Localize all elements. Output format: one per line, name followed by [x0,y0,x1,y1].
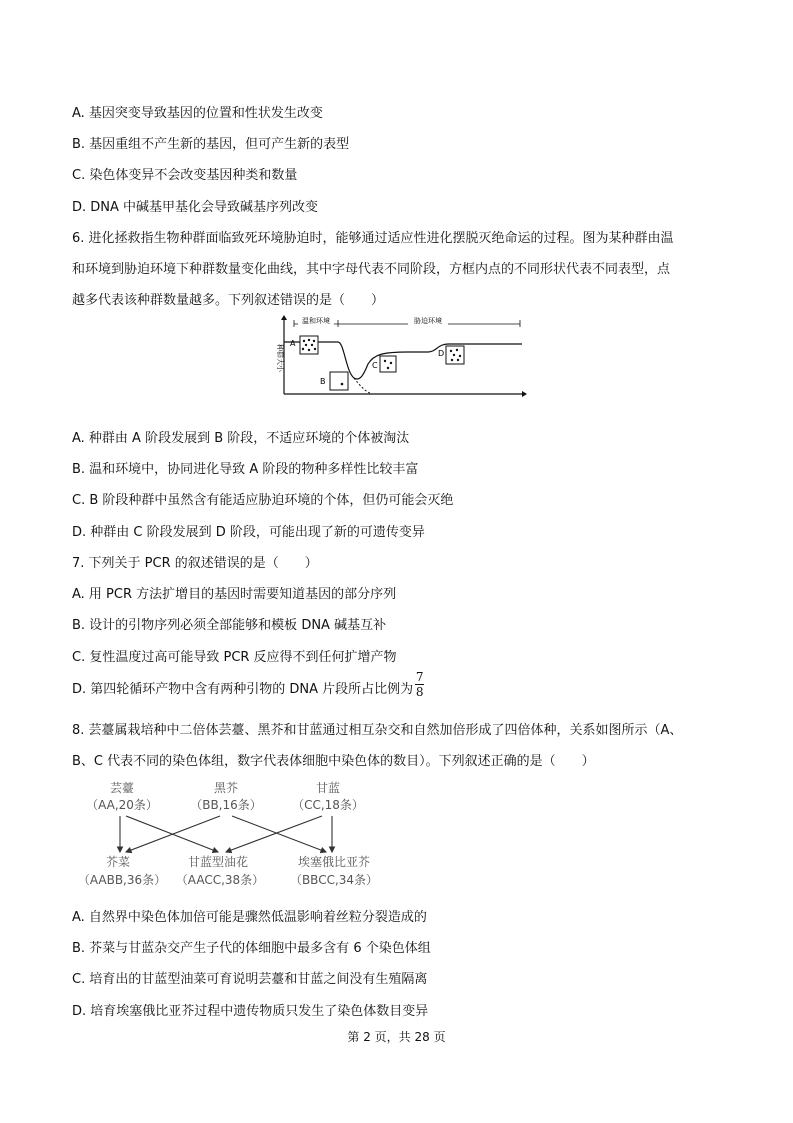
hybrid-name-3: 埃塞俄比亚芥 [297,855,371,869]
q7-option-a: A. 用 PCR 方法扩增目的基因时需要知道基因的部分序列 [72,587,397,602]
q5-option-d: D. DNA 中碱基甲基化会导致碱基序列改变 [72,200,319,215]
stage-b-box [330,372,348,390]
hybrid-genome-1: （AABB,36条） [77,873,167,887]
q7-fraction [415,671,424,698]
q8-option-c: C. 培育出的甘蓝型油菜可育说明芸薹和甘蓝之间没有生殖隔离 [72,972,428,987]
parent-genome-2: （BB,16条） [190,798,262,812]
fraction-numerator: 7 [415,670,424,684]
stage-a-box [300,336,318,354]
population-curve [284,342,522,379]
x-axis-arrow [522,391,527,397]
page-footer: 第 2 页，共 28 页 [347,1030,446,1044]
stage-c-label: C [372,361,378,370]
fraction-denominator: 8 [415,685,424,699]
q6-population-figure [268,314,528,400]
hybrid-name-2: 甘蓝型油花 [187,855,249,869]
parent-name-3: 甘蓝 [315,781,341,795]
q6-option-a: A. 种群由 A 阶段发展到 B 阶段，不适应环境的个体被淘汰 [72,431,410,446]
stage-c-box [380,356,396,372]
hybrid-name-1: 芥菜 [105,855,131,869]
q5-option-b: B. 基因重组不产生新的基因，但可产生新的表型 [72,137,350,152]
arrow-heijie-to-aisai [232,816,326,852]
hybrid-genome-3: （BBCC,34条） [289,873,379,887]
q8-hybrid-figure [70,778,390,896]
q7-option-d: D. 第四轮循环产物中含有两种引物的 DNA 片段所占比例为 [72,682,414,697]
parent-name-1: 芸薹 [109,781,135,795]
q6-option-b: B. 温和环境中，协同进化导致 A 阶段的物种多样性比较丰富 [72,462,419,477]
q5-option-a: A. 基因突变导致基因的位置和性状发生改变 [72,106,323,121]
stage-d-label: D [438,349,445,358]
q7-option-d-row [72,670,424,699]
y-axis-label: 种群大小 [276,344,284,372]
q7-option-b: B. 设计的引物序列必须全部能够和模板 DNA 碱基互补 [72,618,387,633]
q6-stem-line1: 6. 进化拯救指生物种群面临致死环境胁迫时，能够通过适应性进化摆脱灭绝命运的过程。图为某种群由温 [72,231,674,246]
q8-option-a: A. 自然界中染色体加倍可能是骤然低温影响着丝粒分裂造成的 [72,910,427,925]
q6-stem-line3: 越多代表该种群数量越多。下列叙述错误的是（ ） [72,293,385,308]
q7-stem: 7. 下列关于 PCR 的叙述错误的是（ ） [72,556,318,571]
stage-b-label: B [320,377,326,386]
q8-option-b: B. 芥菜与甘蓝杂交产生子代的体细胞中最多含有 6 个染色体组 [72,941,431,956]
q8-stem-line2: B、C 代表不同的染色体组，数字代表体细胞中染色体的数目）。下列叙述正确的是（ ） [72,754,595,769]
parent-genome-1: （AA,20条） [86,798,158,812]
q7-option-c: C. 复性温度过高可能导致 PCR 反应得不到任何扩增产物 [72,650,397,665]
parent-name-2: 黑芥 [213,781,239,795]
q8-option-d: D. 培育埃塞俄比亚芥过程中遗传物质只发生了染色体数目变异 [72,1004,429,1019]
extinction-curve [354,378,372,394]
env-stress-label: 胁迫环境 [414,317,442,325]
q6-stem-line2: 和环境到胁迫环境下种群数量变化曲线，其中字母代表不同阶段，方框内点的不同形状代表不同表型，点 [72,262,671,277]
hybrid-genome-2: （AACC,38条） [175,873,265,887]
env-mild-label: 温和环境 [302,317,330,325]
parent-genome-3: （CC,18条） [292,798,364,812]
q6-option-d: D. 种群由 C 阶段发展到 D 阶段，可能出现了新的可遗传变异 [72,525,425,540]
stage-a-label: A [290,339,296,348]
q6-option-c: C. B 阶段种群中虽然含有能适应胁迫环境的个体，但仍可能会灭绝 [72,493,454,508]
q5-option-c: C. 染色体变异不会改变基因种类和数量 [72,168,298,183]
q8-stem-line1: 8. 芸薹属栽培种中二倍体芸薹、黑芥和甘蓝通过相互杂交和自然加倍形成了四倍体种，关系如图所示（A、 [72,723,683,738]
arrow-ganlan-to-youcai [226,816,322,852]
y-axis-arrow [281,315,287,320]
